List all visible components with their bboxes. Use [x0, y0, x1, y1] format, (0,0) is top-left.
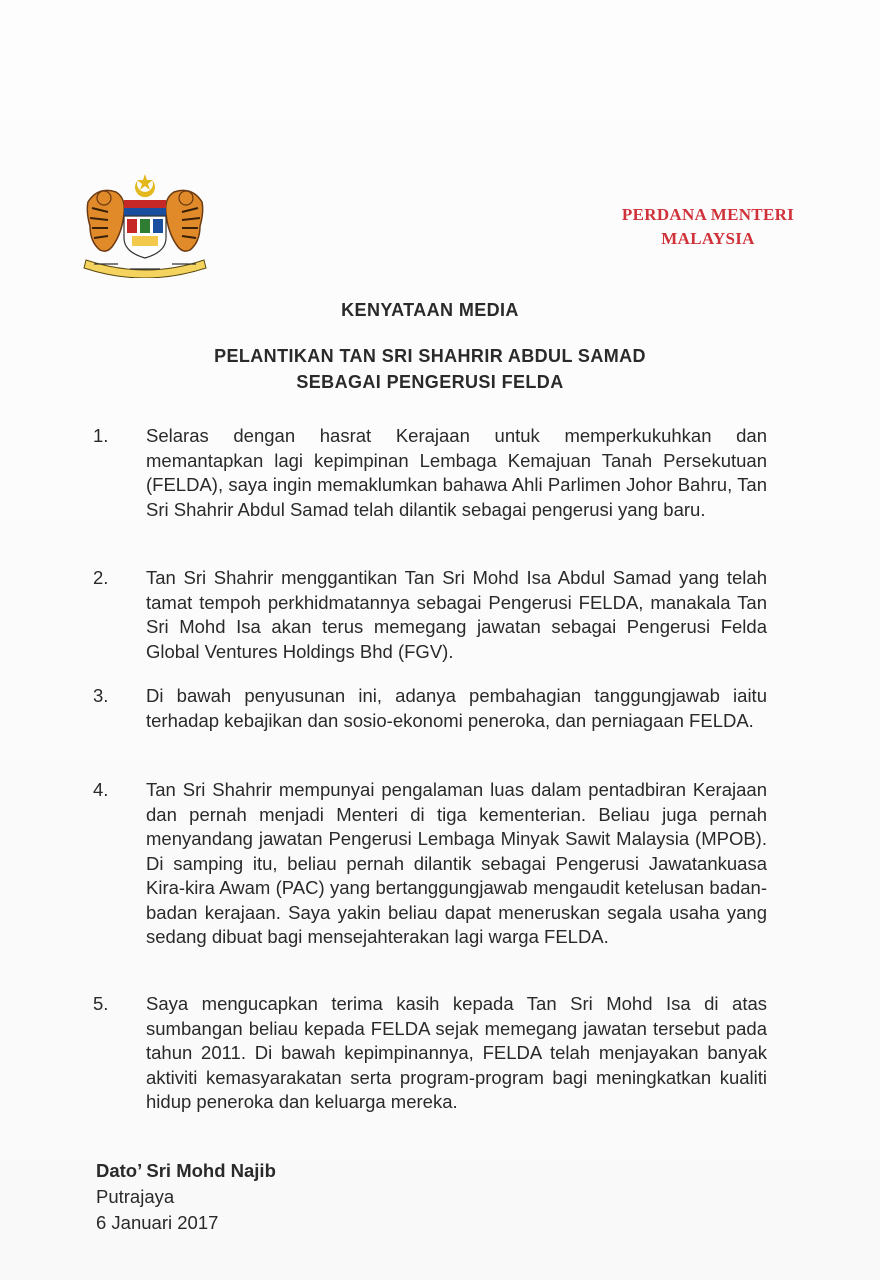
office-line-1: PERDANA MENTERI [621, 205, 795, 224]
signature-date: 6 Januari 2017 [96, 1212, 219, 1233]
paragraph-text: Selaras dengan hasrat Kerajaan untuk memperkukuhkan dan memantapkan lagi kepimpinan Lembaga Kemajuan Tanah Persekutuan (FELDA), saya ingin memaklumkan bahawa Ahli Parlimen Johor Bahru, Tan Sri Shahrir Abdul Samad telah dilantik sebagai pengerusi yang baru. [146, 425, 767, 520]
office-line-2: MALAYSIA [661, 229, 755, 248]
document-type-heading: KENYATAAN MEDIA [341, 300, 519, 320]
coat-of-arms-icon [80, 172, 210, 278]
paragraph-number: 3. [93, 685, 109, 706]
paragraph-number: 2. [93, 567, 109, 588]
office-title [560, 203, 856, 251]
paragraph-text: Tan Sri Shahrir mempunyai pengalaman luas dalam pentadbiran Kerajaan dan pernah menjadi Menteri di tiga kementerian. Beliau juga pernah menyandang jawatan Pengerusi Lembaga Minyak Sawit Malaysia (MPOB). Di samping itu, beliau pernah dilantik sebagai Pengerusi Jawatankuasa Kira-kira Awam (PAC) yang bertanggungjawab mengaudit ketelusan badan-badan kerajaan. Saya yakin beliau dapat meneruskan segala usaha yang sedang dibuat bagi mensejahterakan lagi warga FELDA. [146, 779, 767, 947]
paragraph-text: Tan Sri Shahrir menggantikan Tan Sri Mohd Isa Abdul Samad yang telah tamat tempoh perkhidmatannya sebagai Pengerusi FELDA, manakala Tan Sri Mohd Isa akan terus memegang jawatan sebagai Pengerusi Felda Global Ventures Holdings Bhd (FGV). [146, 567, 767, 662]
paragraph-text: Saya mengucapkan terima kasih kepada Tan Sri Mohd Isa di atas sumbangan beliau kepada FELDA sejak memegang jawatan tersebut pada tahun 2011. Di bawah kepimpinannya, FELDA telah menjayakan banyak aktiviti kemasyarakatan serta program-program bagi meningkatkan kualiti hidup peneroka dan keluarga mereka. [146, 993, 767, 1112]
paragraph-number: 1. [93, 425, 109, 446]
statement-title-line-2: SEBAGAI PENGERUSI FELDA [296, 372, 564, 392]
signature-place: Putrajaya [96, 1186, 175, 1207]
signature-block [96, 1158, 276, 1236]
signatory-name: Dato’ Sri Mohd Najib [96, 1160, 276, 1181]
paragraph-number: 5. [93, 993, 109, 1014]
paragraph-text: Di bawah penyusunan ini, adanya pembahagian tanggungjawab iaitu terhadap kebajikan dan sosio-ekonomi peneroka, dan perniagaan FELDA. [146, 685, 767, 731]
paragraph-number: 4. [93, 779, 109, 800]
statement-title-line-1: PELANTIKAN TAN SRI SHAHRIR ABDUL SAMAD [214, 346, 646, 366]
